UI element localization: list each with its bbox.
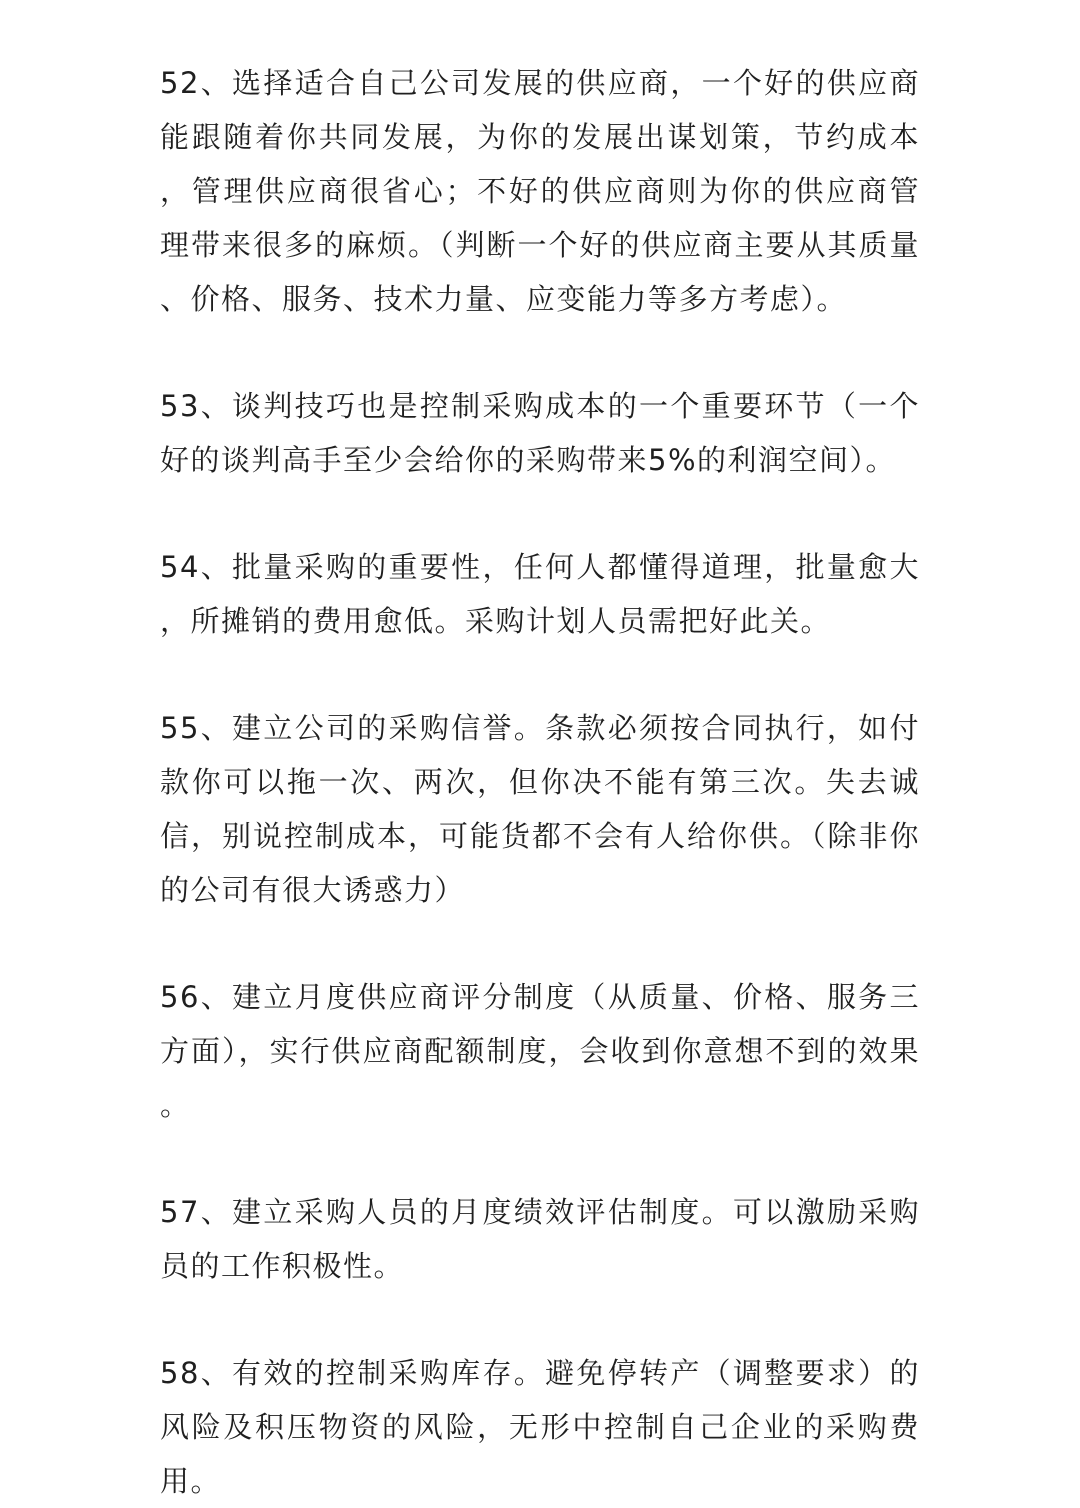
paragraph-58: 58、有效的控制采购库存。避免停转产（调整要求）的风险及积压物资的风险，无形中控制自己企业的采购费用。 (160, 1356, 920, 1498)
paragraph-53: 53、谈判技巧也是控制采购成本的一个重要环节（一个好的谈判高手至少会给你的采购带来5%的利润空间）。 (160, 389, 920, 477)
paragraph-57: 57、建立采购人员的月度绩效评估制度。可以激励采购员的工作积极性。 (160, 1195, 920, 1283)
document-body (160, 56, 920, 1508)
paragraph-55: 55、建立公司的采购信誉。条款必须按合同执行，如付款你可以拖一次、两次，但你决不能有第三次。失去诚信，别说控制成本，可能货都不会有人给你供。（除非你的公司有很大诱惑力） (160, 711, 920, 907)
paragraph-52: 52、选择适合自己公司发展的供应商，一个好的供应商能跟随着你共同发展，为你的发展出谋划策，节约成本，管理供应商很省心；不好的供应商则为你的供应商管理带来很多的麻烦。（判断一个好的供应商主要从其质量、价格、服务、技术力量、应变能力等多方考虑）。 (160, 66, 920, 316)
paragraph-56: 56、建立月度供应商评分制度（从质量、价格、服务三方面），实行供应商配额制度，会收到你意想不到的效果。 (160, 980, 920, 1122)
paragraph-54: 54、批量采购的重要性，任何人都懂得道理，批量愈大，所摊销的费用愈低。采购计划人员需把好此关。 (160, 550, 920, 638)
